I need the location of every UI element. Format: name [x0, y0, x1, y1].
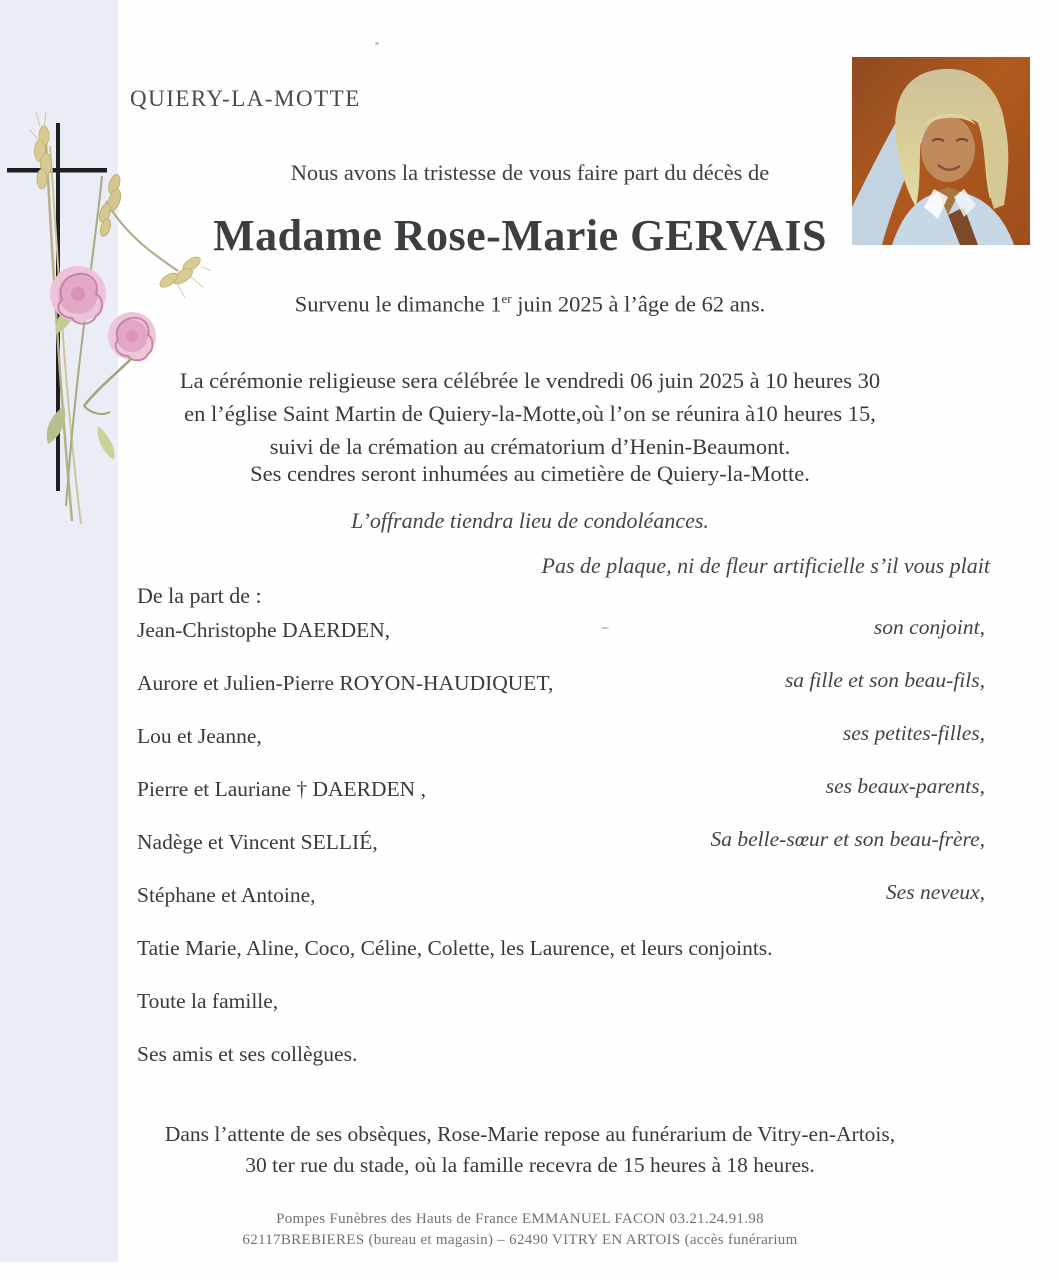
on-behalf-label: De la part de : — [137, 583, 262, 608]
family-row — [137, 989, 987, 1019]
family-row — [137, 668, 987, 701]
deceased-name-title: Madame Rose-Marie GERVAIS — [213, 211, 827, 260]
commune-name: QUIERY-LA-MOTTE — [130, 86, 361, 111]
scan-speck — [375, 42, 379, 45]
funeral-home-footer — [130, 1209, 910, 1251]
wake-info-line-1: Dans l’attente de ses obsèques, Rose-Marie repose au funérarium de Vitry-en-Artois, — [164, 1122, 896, 1146]
ceremony-paragraph — [140, 364, 920, 463]
family-name: Pierre et Lauriane † DAERDEN , — [137, 777, 426, 801]
family-name: Lou et Jeanne, — [137, 724, 262, 748]
family-relation: Ses neveux, — [885, 880, 985, 904]
family-row — [137, 721, 987, 754]
ceremony-line-1: La cérémonie religieuse sera célébrée le vendredi 06 juin 2025 à 10 heures 30 — [179, 368, 881, 393]
family-name: Toute la famille, — [137, 989, 279, 1013]
rose-icon — [108, 312, 156, 360]
no-plaque-line: Pas de plaque, ni de fleur artificielle s’il vous plait — [541, 553, 990, 578]
family-relation: sa fille et son beau-fils, — [784, 668, 985, 692]
intro-line: Nous avons la tristesse de vous faire part du décès de — [290, 160, 770, 185]
family-relation: ses petites-filles, — [842, 721, 985, 745]
family-name: Aurore et Julien-Pierre ROYON-HAUDIQUET, — [137, 671, 554, 695]
family-row — [137, 615, 987, 648]
wake-info-paragraph — [130, 1119, 930, 1181]
family-relation: son conjoint, — [873, 615, 985, 639]
ceremony-line-3: suivi de la crémation au crématorium d’Henin-Beaumont. — [269, 434, 791, 459]
family-name: Nadège et Vincent SELLIÉ, — [137, 830, 378, 854]
ashes-line: Ses cendres seront inhumées au cimetière de Quiery-la-Motte. — [250, 461, 810, 486]
ceremony-line-2: en l’église Saint Martin de Quiery-la-Motte,où l’on se réunira à10 heures 15, — [184, 401, 876, 426]
scan-speck — [601, 627, 609, 629]
funeral-home-line-2: 62117BREBIERES (bureau et magasin) – 62490 VITRY EN ARTOIS (accès funérarium — [242, 1232, 798, 1248]
death-date-line — [140, 291, 920, 318]
death-date-suffix: juin 2025 à l’âge de 62 ans. — [511, 291, 766, 317]
death-date-prefix: Survenu le dimanche 1 — [294, 291, 502, 317]
family-row — [137, 880, 987, 913]
family-row — [137, 1042, 987, 1072]
family-name: Jean-Christophe DAERDEN, — [137, 618, 391, 642]
family-relation: ses beaux-parents, — [825, 774, 985, 798]
family-row — [137, 774, 987, 807]
family-row — [137, 936, 987, 966]
family-name: Ses amis et ses collègues. — [137, 1042, 358, 1066]
family-relation: Sa belle-sœur et son beau-frère, — [710, 827, 985, 851]
family-row — [137, 827, 987, 860]
death-date-ordinal: er — [501, 291, 512, 306]
funeral-home-line-1: Pompes Funèbres des Hauts de France EMMANUEL FACON 03.21.24.91.98 — [276, 1211, 764, 1227]
family-name: Stéphane et Antoine, — [137, 883, 316, 907]
wake-info-line-2: 30 ter rue du stade, où la famille recevra de 15 heures à 18 heures. — [245, 1153, 815, 1177]
family-name: Tatie Marie, Aline, Coco, Céline, Colette, les Laurence, et leurs conjoints. — [137, 936, 773, 960]
offering-line: L’offrande tiendra lieu de condoléances. — [351, 508, 709, 533]
